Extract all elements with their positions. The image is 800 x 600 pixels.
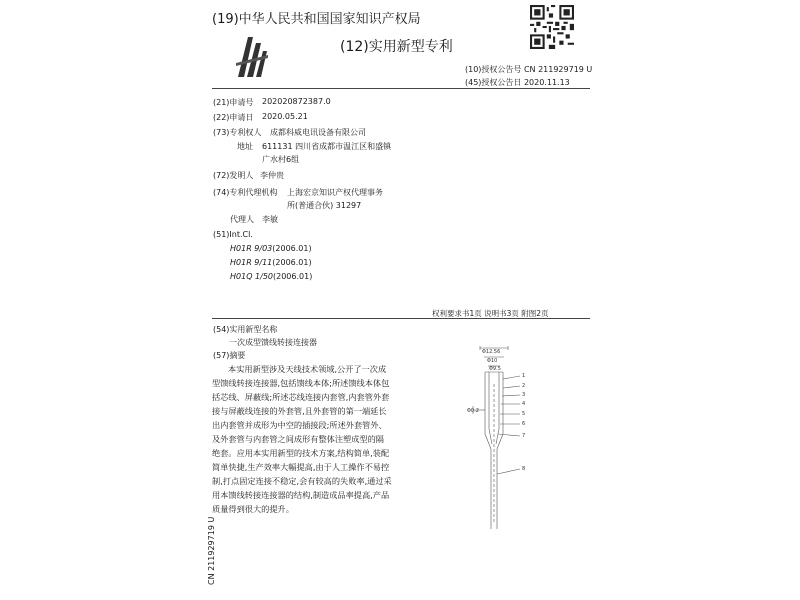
agency-line-2: 所(普通合伙) 31297 (287, 201, 362, 210)
abstract-text (212, 362, 392, 516)
dim-label: Φ9.5 (489, 366, 501, 372)
app-date-label: (22)申请日 (213, 113, 254, 122)
app-date-value: 2020.05.21 (262, 112, 308, 121)
app-no-label: (21)申请号 (213, 98, 254, 107)
callout-label: 4 (522, 401, 526, 407)
ipc-date: (2006.01) (272, 244, 312, 253)
utility-model-title: 一次成型馈线转接连接器 (229, 338, 317, 347)
ipc-label: (51)Int.Cl. (213, 230, 253, 239)
cnipa-logo (234, 33, 270, 79)
title-label: (54)实用新型名称 (213, 325, 278, 334)
ipc-date: (2006.01) (272, 258, 312, 267)
ipc-entry (230, 244, 312, 253)
inventor-value: 李仲贵 (260, 171, 284, 180)
patentee-label: (73)专利权人 (213, 128, 262, 137)
callout-label: 1 (522, 373, 526, 379)
issuing-office: (19)中华人民共和国国家知识产权局 (212, 12, 421, 27)
ipc-code: H01R 9/03 (230, 244, 273, 253)
section-rule (212, 318, 590, 319)
document-type: (12)实用新型专利 (340, 39, 453, 55)
dim-label: Φ10 (487, 358, 498, 364)
header-rule (212, 88, 590, 89)
ipc-code: H01Q 1/50 (230, 272, 273, 281)
connector-drawing (440, 344, 540, 544)
dim-label: Φ0.2 (467, 408, 479, 414)
callout-label: 3 (522, 392, 526, 398)
dim-label: Φ12.56 (482, 349, 501, 355)
ipc-entry (230, 272, 312, 281)
page-counts: 权利要求书1页 说明书3页 附图2页 (432, 309, 549, 318)
ipc-entry (230, 258, 312, 267)
callout-label: 6 (522, 421, 526, 427)
inventor-label: (72)发明人 (213, 171, 254, 180)
callout-label: 2 (522, 383, 526, 389)
ipc-code: H01R 9/11 (230, 258, 273, 267)
callout-label: 8 (522, 466, 526, 472)
app-no-value: 202020872387.0 (262, 97, 331, 106)
publication-date: (45)授权公告日 2020.11.13 (465, 78, 570, 87)
abstract-label: (57)摘要 (213, 351, 246, 360)
agency-line-1: 上海宏京知识产权代理事务 (287, 188, 383, 197)
address-label: 地址 (237, 142, 253, 151)
qr-code (530, 5, 574, 49)
callout-label: 5 (522, 411, 526, 417)
patentee-value: 成都科威电讯设备有限公司 (270, 128, 366, 137)
address-line-2: 广水村6组 (262, 155, 300, 164)
agency-label: (74)专利代理机构 (213, 188, 278, 197)
ipc-date: (2006.01) (273, 272, 313, 281)
callout-label: 7 (522, 433, 526, 439)
abstract-body: 本实用新型涉及天线技术领域,公开了一次成型馈线转接连接器,包括馈线本体;所述馈线本体包括芯线、屏蔽线;所述芯线连接内套管,内套管外套接与屏蔽线连接的外套管,且外套管的第一端延长出内套管并成形为中空的插接段;所述外套管外、及外套管与内套管之间成形有整体注塑成型的隔绝套。应用本实用新型的技术方案,结构简单,装配简单快捷,生产效率大幅提高,由于人工操作不易控制,打点固定连接不稳定,会有较高的失败率,通过采用本馈线转接连接器的结构,制造成品率提高,产品质量得到很大的提升。 (212, 364, 392, 514)
address-line-1: 611131 四川省成都市温江区和盛镇 (262, 142, 392, 151)
vertical-publication-code: CN 211929719 U (207, 516, 216, 585)
agent-label: 代理人 (230, 215, 254, 224)
agent-value: 李敏 (262, 215, 278, 224)
publication-number: (10)授权公告号 CN 211929719 U (465, 65, 593, 74)
